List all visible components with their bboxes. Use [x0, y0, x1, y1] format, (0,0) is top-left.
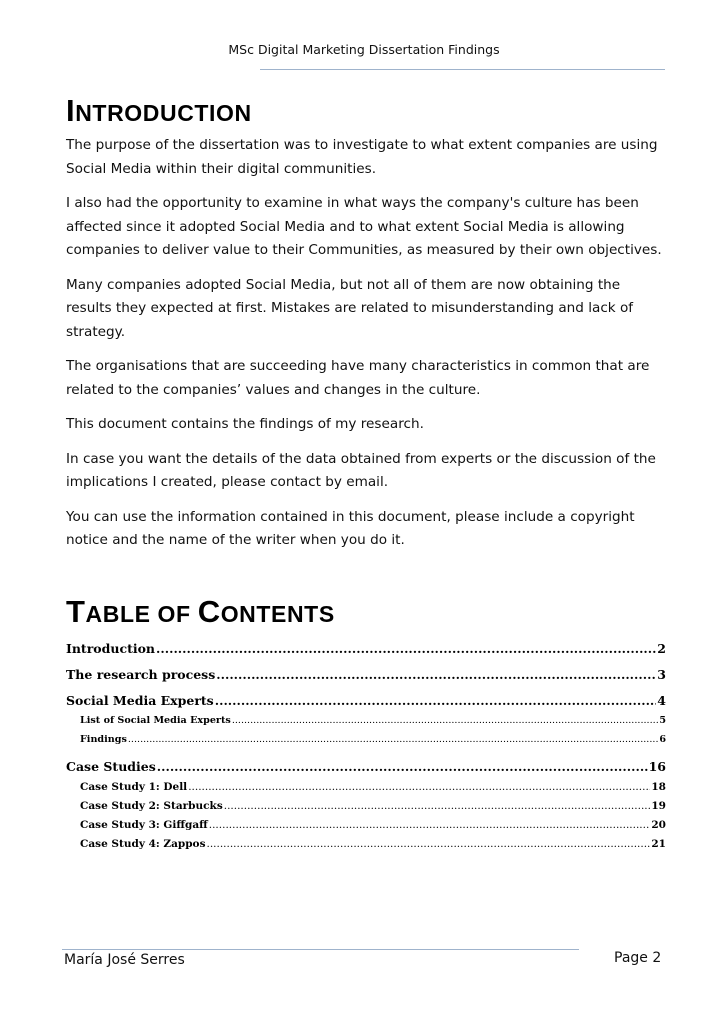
toc-entry-case-studies[interactable]: Case Studies ..... 16 [66, 759, 666, 781]
toc-entry-introduction[interactable]: Introduction ..... 2 [66, 641, 666, 663]
toc-heading: TABLE OF CONTENTS [66, 593, 335, 629]
intro-paragraph: Many companies adopted Social Media, but not all of them are now obtaining the results they expected at first. Mistakes are related to misunderstanding and lack of strategy. [66, 276, 634, 340]
table-of-contents [66, 641, 666, 857]
introduction-heading: INTRODUCTION [66, 93, 252, 128]
intro-paragraph: I also had the opportunity to examine in what ways the company's culture has been affected since it adopted Social Media and to what extent Social Media is allowing companies to deliver value to their Communities, as measured by their own objectives. [66, 195, 662, 258]
intro-paragraph: You can use the information contained in this document, please include a copyright notice and the name of the writer when you do it. [66, 508, 635, 548]
toc-entry-list-of-experts[interactable]: List of Social Media Experts ..... 5 [66, 715, 666, 734]
intro-paragraph: The organisations that are succeeding have many characteristics in common that are related to the companies’ values and changes in the culture. [66, 358, 650, 398]
page-content [66, 92, 666, 857]
toc-entry-findings[interactable]: Findings ..... 6 [66, 734, 666, 753]
footer-page-number: Page 2 [614, 950, 662, 966]
toc-entry-case-study-dell[interactable]: Case Study 1: Dell ..... 18 [66, 781, 666, 800]
footer-rule [62, 949, 579, 950]
page-header: MSc Digital Marketing Dissertation Findings [228, 42, 500, 57]
toc-entry-research-process[interactable]: The research process ..... 3 [66, 667, 666, 689]
toc-entry-case-study-giffgaff[interactable]: Case Study 3: Giffgaff ..... 20 [66, 819, 666, 838]
footer-author: María José Serres [64, 952, 185, 968]
toc-entry-social-media-experts[interactable]: Social Media Experts ..... 4 [66, 693, 666, 715]
header-rule [260, 69, 665, 70]
intro-paragraph: In case you want the details of the data obtained from experts or the discussion of the implications I created, please contact by email. [66, 450, 656, 490]
toc-entry-case-study-zappos[interactable]: Case Study 4: Zappos ..... 21 [66, 838, 666, 857]
intro-paragraph: This document contains the findings of my research. [66, 416, 424, 432]
intro-paragraph: The purpose of the dissertation was to investigate to what extent companies are using Social Media within their digital communities. [66, 137, 658, 177]
toc-entry-case-study-starbucks[interactable]: Case Study 2: Starbucks ..... 19 [66, 800, 666, 819]
